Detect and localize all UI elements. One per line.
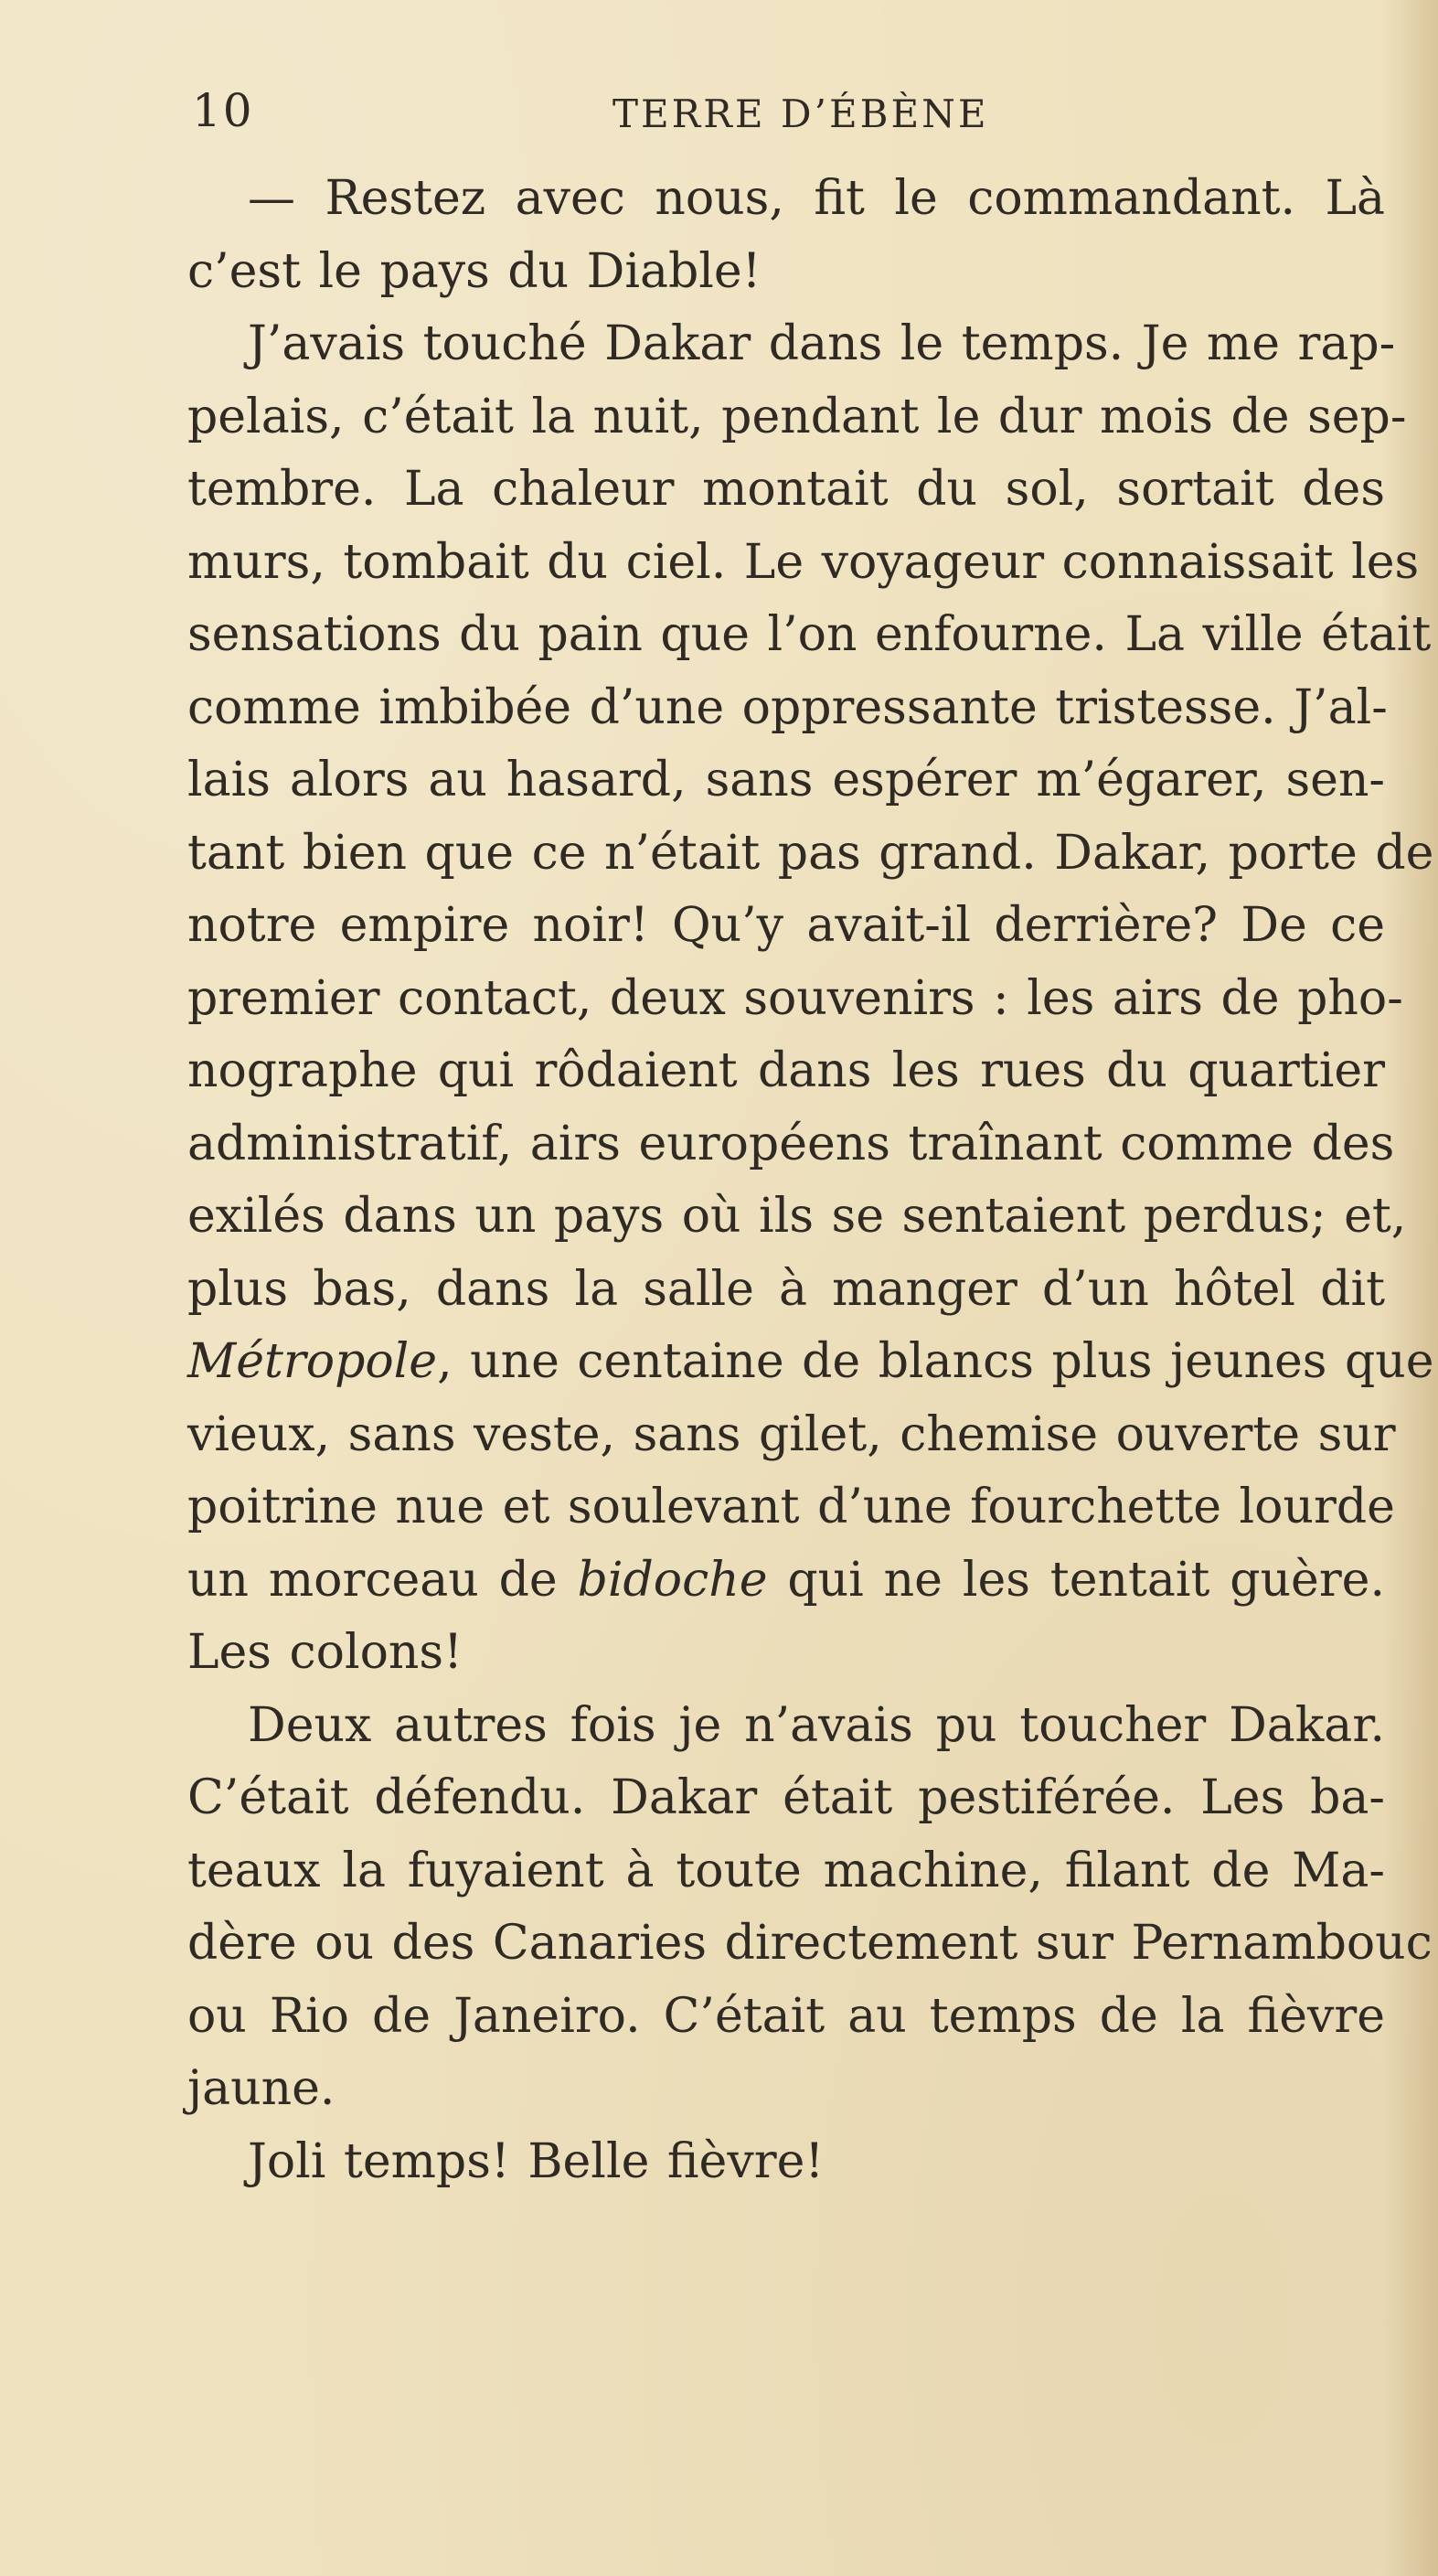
text-line: jaune. bbox=[187, 2061, 336, 2116]
text-line: pelais, c’était la nuit, pendant le dur mois de sep- bbox=[187, 389, 1407, 444]
page-number: 10 bbox=[192, 84, 254, 137]
text-line: J’avais touché Dakar dans le temps. Je me rap- bbox=[248, 316, 1396, 371]
text-fragment: , une centaine de blancs plus jeunes que bbox=[437, 1334, 1434, 1389]
text-line: tant bien que ce n’était pas grand. Dakar, porte de bbox=[187, 825, 1434, 881]
paragraph bbox=[187, 308, 1434, 1690]
text-line: administratif, airs européens traînant comme des bbox=[187, 1116, 1395, 1171]
text-line: teaux la fuyaient à toute machine, filant de Ma- bbox=[187, 1843, 1385, 1898]
italic-hotel-name: Métropole bbox=[187, 1334, 438, 1389]
text-line: c’est le pays du Diable! bbox=[187, 243, 762, 299]
text-line: Joli temps! Belle fièvre! bbox=[248, 2133, 825, 2189]
page-header bbox=[192, 84, 1380, 157]
text-line: plus bas, dans la salle à manger d’un hôtel dit bbox=[187, 1261, 1385, 1317]
text-line: sensations du pain que l’on enfourne. La ville était bbox=[187, 607, 1432, 662]
text-line bbox=[187, 1326, 1434, 1399]
text-line: vieux, sans veste, sans gilet, chemise ouverte sur bbox=[187, 1406, 1396, 1462]
text-line: ou Rio de Janeiro. C’était au temps de la fièvre bbox=[187, 1988, 1385, 2044]
text-fragment: un morceau de bbox=[187, 1552, 578, 1608]
text-line: Deux autres fois je n’avais pu toucher Dakar. bbox=[248, 1697, 1385, 1753]
text-line: exilés dans un pays où ils se sentaient perdus; et, bbox=[187, 1189, 1407, 1244]
text-line: poitrine nue et soulevant d’une fourchette lourde bbox=[187, 1480, 1395, 1534]
text-line: tembre. La chaleur montait du sol, sortait des bbox=[187, 462, 1385, 517]
paragraph bbox=[187, 2126, 1385, 2199]
text-line: dère ou des Canaries directement sur Pernambouc bbox=[187, 1916, 1433, 1971]
text-line: nographe qui rôdaient dans les rues du quartier bbox=[187, 1043, 1385, 1098]
running-title: TERRE D’ÉBÈNE bbox=[612, 91, 989, 136]
text-line: notre empire noir! Qu’y avait-il derrière? De ce bbox=[187, 898, 1385, 953]
italic-word: bidoche bbox=[577, 1552, 768, 1608]
text-line: Les colons! bbox=[187, 1625, 463, 1680]
text-line: lais alors au hasard, sans espérer m’égarer, sen- bbox=[187, 753, 1385, 807]
text-line: murs, tombait du ciel. Le voyageur connaissait les bbox=[187, 534, 1420, 590]
body-text bbox=[187, 163, 1434, 2198]
text-line: C’était défendu. Dakar était pestiférée. Les ba- bbox=[187, 1770, 1385, 1825]
text-line bbox=[187, 1545, 1385, 1618]
paragraph bbox=[187, 1690, 1433, 2126]
text-line: comme imbibée d’une oppressante tristesse. J’al- bbox=[187, 679, 1388, 735]
paragraph bbox=[187, 163, 1385, 308]
text-line: premier contact, deux souvenirs : les airs de pho- bbox=[187, 970, 1403, 1026]
text-fragment: qui ne les tentait guère. bbox=[767, 1552, 1385, 1608]
text-line: — Restez avec nous, fit le commandant. Là bbox=[248, 171, 1385, 226]
